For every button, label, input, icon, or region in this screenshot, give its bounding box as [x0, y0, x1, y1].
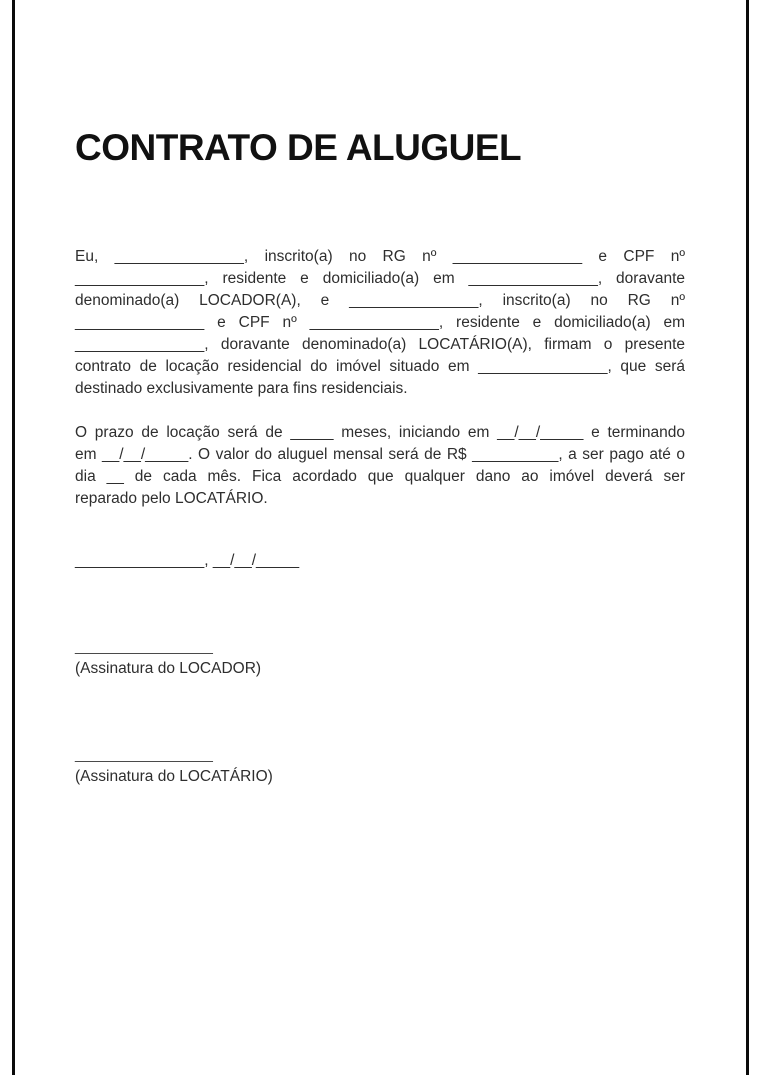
document-content [75, 0, 685, 788]
text-line: _______________, doravante denominado(a) LOCATÁRIO(A), firmam o presente [75, 336, 685, 353]
locatario-signature-label: (Assinatura do LOCATÁRIO) [75, 768, 273, 785]
text-line: O prazo de locação será de _____ meses, iniciando em __/__/_____ e terminando [75, 424, 685, 441]
text-line: reparado pelo LOCATÁRIO. [75, 490, 268, 507]
text-line: denominado(a) LOCADOR(A), e _______________, inscrito(a) no RG nº [75, 292, 685, 309]
text-line: contrato de locação residencial do imóvel situado em _______________, que será [75, 358, 685, 375]
page-border-right [746, 0, 749, 1075]
text-line: dia __ de cada mês. Fica acordado que qualquer dano ao imóvel deverá ser [75, 468, 685, 485]
terms-paragraph [75, 422, 685, 510]
locatario-signature-block [75, 744, 685, 788]
locador-signature-line: ________________ [75, 638, 213, 655]
text-line: destinado exclusivamente para fins residenciais. [75, 380, 408, 397]
city-date-line: _______________, __/__/_____ [75, 552, 300, 569]
text-line: _______________, residente e domiciliado(a) em _______________, doravante [75, 270, 685, 287]
page-border-left [12, 0, 15, 1075]
parties-paragraph [75, 246, 685, 400]
document-title: CONTRATO DE ALUGUEL [75, 127, 522, 168]
locador-signature-label: (Assinatura do LOCADOR) [75, 660, 262, 677]
locatario-signature-line: ________________ [75, 746, 213, 763]
text-line: Eu, _______________, inscrito(a) no RG nº _______________ e CPF nº [75, 248, 685, 265]
text-line: _______________ e CPF nº _______________, residente e domiciliado(a) em [75, 314, 685, 331]
locador-signature-block [75, 636, 685, 680]
text-line: em __/__/_____. O valor do aluguel mensal será de R$ __________, a ser pago até o [75, 446, 685, 463]
